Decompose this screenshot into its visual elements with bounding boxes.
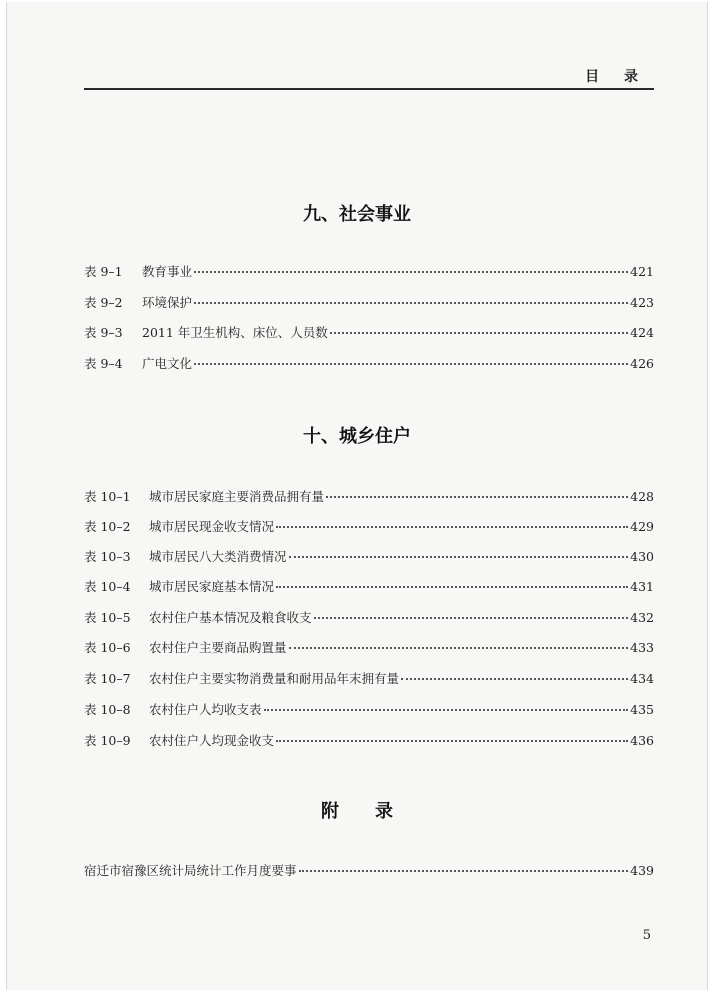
toc-entry-number: 表 10–1 [84, 489, 131, 504]
toc-entry-number: 表 9–2 [84, 295, 123, 310]
toc-entry-title: 城市居民家庭主要消费品拥有量 [149, 489, 325, 504]
toc-entry-number: 表 10–6 [84, 640, 131, 655]
toc-entry-page: 424 [630, 325, 654, 340]
toc-entry-number: 表 9–3 [84, 325, 123, 340]
toc-entry-page: 426 [630, 356, 654, 371]
toc-entry-title: 农村住户人均收支表 [149, 702, 262, 717]
toc-entry-number: 表 10–7 [84, 671, 131, 686]
toc-entry[interactable] [84, 489, 654, 505]
section-title-10: 十、城乡住户 [303, 426, 411, 447]
dot-leader [276, 740, 628, 742]
dot-leader [330, 332, 628, 334]
dot-leader [194, 363, 628, 365]
toc-entry-number: 表 9–4 [84, 356, 123, 371]
section-title-appendix: 附 录 [321, 801, 393, 822]
toc-entry-number: 表 10–2 [84, 519, 131, 534]
dot-leader [194, 271, 628, 273]
toc-entry-number: 表 10–8 [84, 702, 131, 717]
dot-leader [264, 709, 629, 711]
toc-entry-page: 430 [630, 549, 654, 564]
toc-entry-title: 教育事业 [142, 264, 193, 279]
toc-entry-title: 城市居民八大类消费情况 [149, 549, 287, 564]
dot-leader [314, 617, 629, 619]
toc-entry[interactable] [84, 702, 654, 718]
toc-entry-title: 农村住户基本情况及粮食收支 [149, 610, 312, 625]
toc-entry[interactable] [84, 356, 654, 372]
section-title-9: 九、社会事业 [303, 204, 411, 225]
toc-entry[interactable] [84, 640, 654, 656]
toc-entry[interactable] [84, 295, 654, 311]
toc-entry-page: 432 [630, 610, 654, 625]
running-header: 目 录 [585, 69, 648, 85]
dot-leader [289, 556, 629, 558]
dot-leader [326, 496, 628, 498]
toc-entry-title: 农村住户主要商品购置量 [149, 640, 287, 655]
toc-entry-page: 439 [630, 863, 654, 878]
toc-entry[interactable] [84, 610, 654, 626]
toc-entry-title: 2011 年卫生机构、床位、人员数 [142, 325, 328, 340]
toc-entry[interactable] [84, 325, 654, 341]
toc-entry-page: 421 [630, 264, 654, 279]
toc-entry-number: 表 10–4 [84, 579, 131, 594]
page-number: 5 [642, 928, 651, 943]
toc-entry[interactable] [84, 671, 654, 687]
toc-entry-title: 环境保护 [142, 295, 193, 310]
toc-entry-number: 表 9–1 [84, 264, 123, 279]
document-page [6, 2, 708, 990]
toc-entry-page: 423 [630, 295, 654, 310]
dot-leader [401, 678, 628, 680]
toc-entry[interactable] [84, 519, 654, 535]
toc-entry-page: 428 [630, 489, 654, 504]
toc-entry-number: 表 10–3 [84, 549, 131, 564]
toc-entry-title: 农村住户主要实物消费量和耐用品年末拥有量 [149, 671, 400, 686]
toc-entry-title: 城市居民家庭基本情况 [149, 579, 275, 594]
dot-leader [276, 586, 628, 588]
dot-leader [276, 526, 628, 528]
toc-entry-page: 429 [630, 519, 654, 534]
toc-entry-page: 431 [630, 579, 654, 594]
toc-entry-page: 435 [630, 702, 654, 717]
toc-entry[interactable] [84, 264, 654, 280]
toc-entry[interactable] [84, 863, 654, 879]
toc-entry-page: 434 [630, 671, 654, 686]
dot-leader [194, 302, 628, 304]
dot-leader [299, 870, 629, 872]
toc-entry-number: 表 10–9 [84, 733, 131, 748]
toc-entry-title: 城市居民现金收支情况 [149, 519, 275, 534]
toc-entry-page: 436 [630, 733, 654, 748]
toc-entry[interactable] [84, 733, 654, 749]
toc-entry-title: 农村住户人均现金收支 [149, 733, 275, 748]
toc-entry-title: 广电文化 [142, 356, 193, 371]
toc-entry-title: 宿迁市宿豫区统计局统计工作月度要事 [84, 863, 297, 878]
dot-leader [289, 647, 629, 649]
toc-entry[interactable] [84, 549, 654, 565]
toc-entry-page: 433 [630, 640, 654, 655]
toc-entry-number: 表 10–5 [84, 610, 131, 625]
header-rule [84, 88, 654, 90]
toc-entry[interactable] [84, 579, 654, 595]
